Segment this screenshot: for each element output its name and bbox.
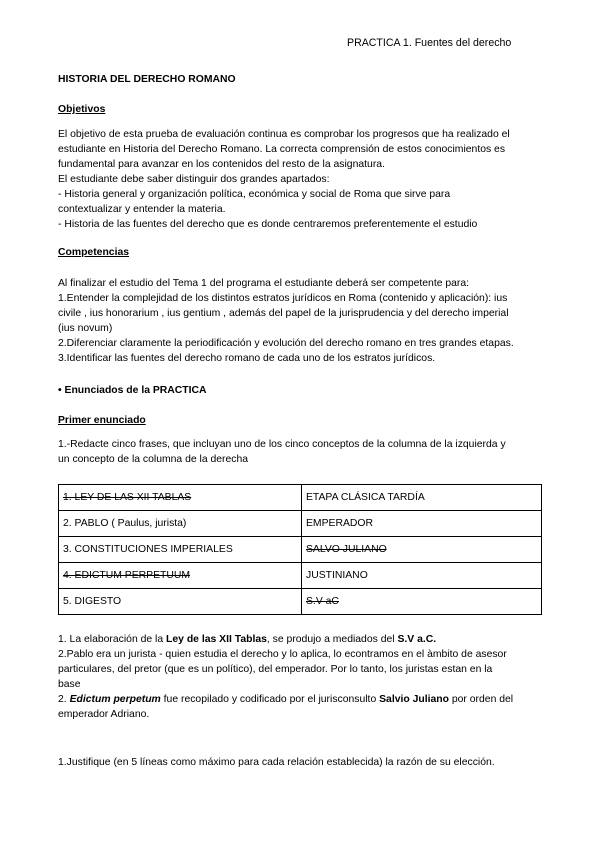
text-line: Al finalizar el estudio del Tema 1 del programa el estudiante deberá ser competente para: <box>58 278 470 289</box>
text-line: - Historia de las fuentes del derecho que es donde centraremos preferentemente el estudio <box>58 219 478 230</box>
table-row <box>59 511 542 537</box>
table-cell-left: 3. CONSTITUCIONES IMPERIALES <box>59 537 302 563</box>
table-cell-right: ETAPA CLÁSICA TARDÍA <box>302 485 542 511</box>
text-line: 1.Entender la complejidad de los distintos estratos jurídicos en Roma (contenido y aplicación): ius <box>58 293 508 304</box>
answer-bold: Salvio Juliano <box>379 694 449 705</box>
table-cell-right: JUSTINIANO <box>302 563 542 589</box>
text-line: 3.Identificar las fuentes del derecho romano de cada uno de los estratos jurídicos. <box>58 353 436 364</box>
text-line: civile , ius honorarium , ius gentium , además del papel de la jurisprudencia y del derecho imperial <box>58 308 509 319</box>
text-line: 2.Diferenciar claramente la periodificación y evolución del derecho romano en tres grandes etapas. <box>58 338 514 349</box>
answer-bold-italic: Edictum perpetum <box>69 694 161 705</box>
table-cell-left: 4. EDICTUM PERPETUUM <box>59 563 302 589</box>
table-cell-right: S.V aC <box>302 589 542 615</box>
concepts-table <box>58 484 542 615</box>
table-cell-left: 1. LEY DE LAS XII TABLAS <box>59 485 302 511</box>
table-row <box>59 589 542 615</box>
justifique-text: 1.Justifique (en 5 líneas como máximo para cada relación establecida) la razón de su elección. <box>58 757 495 768</box>
answer-text: 2. <box>58 694 70 705</box>
answer-bold: S.V a.C. <box>397 634 437 645</box>
concepts-table-wrap <box>58 484 548 615</box>
answer-2-line: base <box>58 679 81 690</box>
answer-text: por orden del <box>448 694 514 705</box>
answer-text: fue recopilado y codificado por el jurisconsulto <box>160 694 380 705</box>
answers <box>58 632 548 722</box>
answer-3 <box>58 692 548 707</box>
text-line: contextualizar y entender la materia. <box>58 204 226 215</box>
primer-enunciado-heading: Primer enunciado <box>58 415 146 426</box>
primer-enunciado-text <box>58 437 548 467</box>
objetivos-text <box>58 127 548 232</box>
enunciados-heading: • Enunciados de la PRACTICA <box>58 385 207 396</box>
text-line: estudiante en Historia del Derecho Romano. La correcta comprensión de estos conocimientos es <box>58 144 506 155</box>
answer-1 <box>58 632 548 647</box>
text-line: (ius novum) <box>58 323 113 334</box>
competencias-text <box>58 276 548 366</box>
answer-bold: Ley de las XII Tablas <box>166 634 267 645</box>
text-line: un concepto de la columna de la derecha <box>58 454 249 465</box>
answer-text: 1. La elaboración de la <box>58 634 167 645</box>
table-cell-right: SALVO JULIANO <box>302 537 542 563</box>
text-line: fundamental para avanzar en los contenidos del resto de la asignatura. <box>58 159 385 170</box>
answer-2-line: particulares, del pretor (que es un político), del emperador. Por lo tanto, los juristas estan en la <box>58 664 493 675</box>
table-cell-right: EMPERADOR <box>302 511 542 537</box>
answer-text: , se produjo a mediados del <box>266 634 398 645</box>
table-cell-left: 2. PABLO ( Paulus, jurista) <box>59 511 302 537</box>
document-title: HISTORIA DEL DERECHO ROMANO <box>58 74 236 85</box>
answer-2-line: 2.Pablo era un jurista - quien estudia el derecho y lo aplica, lo econtramos en el àmbito de asesor <box>58 649 507 660</box>
table-row <box>59 537 542 563</box>
answer-3-line: emperador Adriano. <box>58 709 150 720</box>
objetivos-heading: Objetivos <box>58 104 106 115</box>
competencias-heading: Competencias <box>58 247 130 258</box>
text-line: 1.-Redacte cinco frases, que incluyan uno de los cinco conceptos de la columna de la izquierda y <box>58 439 506 450</box>
table-cell-left: 5. DIGESTO <box>59 589 302 615</box>
table-row <box>59 485 542 511</box>
text-line: - Historia general y organización política, económica y social de Roma que sirve para <box>58 189 451 200</box>
text-line: El objetivo de esta prueba de evaluación continua es comprobar los progresos que ha realizado el <box>58 129 510 140</box>
practice-header: PRACTICA 1. Fuentes del derecho <box>347 37 512 49</box>
text-line: El estudiante debe saber distinguir dos grandes apartados: <box>58 174 330 185</box>
table-row <box>59 563 542 589</box>
